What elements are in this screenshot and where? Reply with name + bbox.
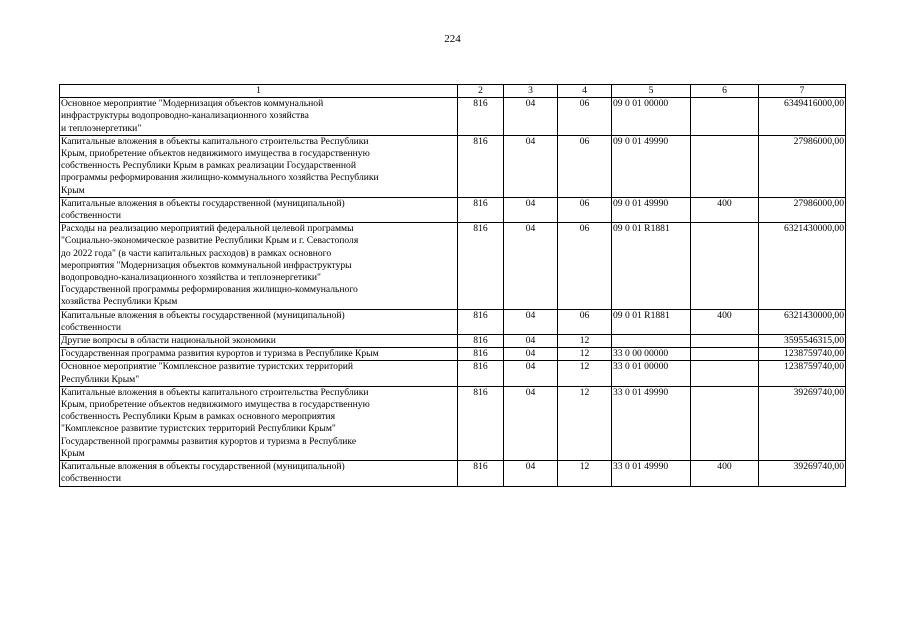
column-header: 5 [612,85,691,98]
amount-cell: 39269740,00 [759,386,846,460]
grbs-code-cell: 816 [458,348,504,361]
grbs-code-cell: 816 [458,223,504,309]
table-row [60,309,846,334]
subsection-code-cell: 12 [558,335,612,348]
section-code-cell: 04 [504,335,558,348]
expense-type-cell: 400 [691,309,759,334]
table-row [60,335,846,348]
section-code-cell: 04 [504,223,558,309]
section-code-cell: 04 [504,386,558,460]
expense-name-cell: Другие вопросы в области национальной экономики [60,335,458,348]
amount-cell: 6321430000,00 [759,309,846,334]
expense-type-cell [691,135,759,197]
expense-type-cell [691,348,759,361]
section-code-cell: 04 [504,348,558,361]
amount-cell: 27986000,00 [759,197,846,222]
amount-cell: 1238759740,00 [759,348,846,361]
table-row [60,223,846,309]
section-code-cell: 04 [504,461,558,486]
subsection-code-cell: 06 [558,98,612,136]
subsection-code-cell: 12 [558,361,612,386]
subsection-code-cell: 06 [558,223,612,309]
expense-type-cell [691,335,759,348]
table-row [60,348,846,361]
expense-name-cell: Капитальные вложения в объекты государственной (муниципальной) собственности [60,197,458,222]
grbs-code-cell: 816 [458,98,504,136]
subsection-code-cell: 12 [558,461,612,486]
grbs-code-cell: 816 [458,335,504,348]
table-row [60,361,846,386]
section-code-cell: 04 [504,197,558,222]
grbs-code-cell: 816 [458,386,504,460]
page-number: 224 [444,33,461,45]
section-code-cell: 04 [504,309,558,334]
grbs-code-cell: 816 [458,135,504,197]
expense-type-cell: 400 [691,461,759,486]
column-header: 6 [691,85,759,98]
subsection-code-cell: 06 [558,197,612,222]
expense-type-cell [691,223,759,309]
expense-type-cell [691,361,759,386]
amount-cell: 3595546315,00 [759,335,846,348]
target-article-cell: 09 0 01 R1881 [612,309,691,334]
target-article-cell: 33 0 00 00000 [612,348,691,361]
expense-type-cell [691,386,759,460]
target-article-cell: 09 0 01 49990 [612,197,691,222]
section-code-cell: 04 [504,361,558,386]
expense-name-cell: Капитальные вложения в объекты государственной (муниципальной) собственности [60,309,458,334]
table-row [60,461,846,486]
expense-name-cell: Капитальные вложения в объекты капитального строительства Республики Крым, приобретение объектов недвижимого имущества в государственную собственность Республики Крым в рамках реализации Государственной программы реформирования жилищно-коммунального хозяйства Республики Крым [60,135,458,197]
subsection-code-cell: 12 [558,386,612,460]
table-row [60,98,846,136]
table-row [60,386,846,460]
expense-name-cell: Государственная программа развития курортов и туризма в Республике Крым [60,348,458,361]
amount-cell: 1238759740,00 [759,361,846,386]
subsection-code-cell: 12 [558,348,612,361]
table-row [60,135,846,197]
table-header-row [60,85,846,98]
budget-table [59,84,846,487]
target-article-cell: 33 0 01 49990 [612,386,691,460]
expense-name-cell: Капитальные вложения в объекты капитального строительства Республики Крым, приобретение объектов недвижимого имущества в государственную собственность Республики Крым в рамках основного мероприятия "Комплексное развитие туристских территорий Республики Крым" Государственной программы развития курортов и туризма в Республике Крым [60,386,458,460]
column-header: 3 [504,85,558,98]
amount-cell: 27986000,00 [759,135,846,197]
grbs-code-cell: 816 [458,361,504,386]
target-article-cell: 33 0 01 49990 [612,461,691,486]
subsection-code-cell: 06 [558,135,612,197]
expense-type-cell [691,98,759,136]
target-article-cell: 33 0 01 00000 [612,361,691,386]
table-row [60,197,846,222]
section-code-cell: 04 [504,98,558,136]
expense-type-cell: 400 [691,197,759,222]
table-body [60,98,846,486]
amount-cell: 6321430000,00 [759,223,846,309]
expense-name-cell: Расходы на реализацию мероприятий федеральной целевой программы "Социально-экономическое развитие Республики Крым и г. Севастополя до 2022 года" (в части капитальных расходов) в рамках основного мероприятия "Модернизация объектов коммунальной инфраструктуры водопроводно-канализационного хозяйства и теплоэнергетики" Государственной программы реформирования жилищно-коммунального хозяйства Республики Крым [60,223,458,309]
column-header: 4 [558,85,612,98]
amount-cell: 39269740,00 [759,461,846,486]
expense-name-cell: Капитальные вложения в объекты государственной (муниципальной) собственности [60,461,458,486]
amount-cell: 6349416000,00 [759,98,846,136]
expense-name-cell: Основное мероприятие "Комплексное развитие туристских территорий Республики Крым" [60,361,458,386]
target-article-cell: 09 0 01 00000 [612,98,691,136]
subsection-code-cell: 06 [558,309,612,334]
grbs-code-cell: 816 [458,461,504,486]
target-article-cell [612,335,691,348]
column-header: 1 [60,85,458,98]
target-article-cell: 09 0 01 49990 [612,135,691,197]
target-article-cell: 09 0 01 R1881 [612,223,691,309]
section-code-cell: 04 [504,135,558,197]
column-header: 7 [759,85,846,98]
column-header: 2 [458,85,504,98]
expense-name-cell: Основное мероприятие "Модернизация объектов коммунальной инфраструктуры водопроводно-канализационного хозяйства и теплоэнергетики" [60,98,458,136]
grbs-code-cell: 816 [458,197,504,222]
grbs-code-cell: 816 [458,309,504,334]
